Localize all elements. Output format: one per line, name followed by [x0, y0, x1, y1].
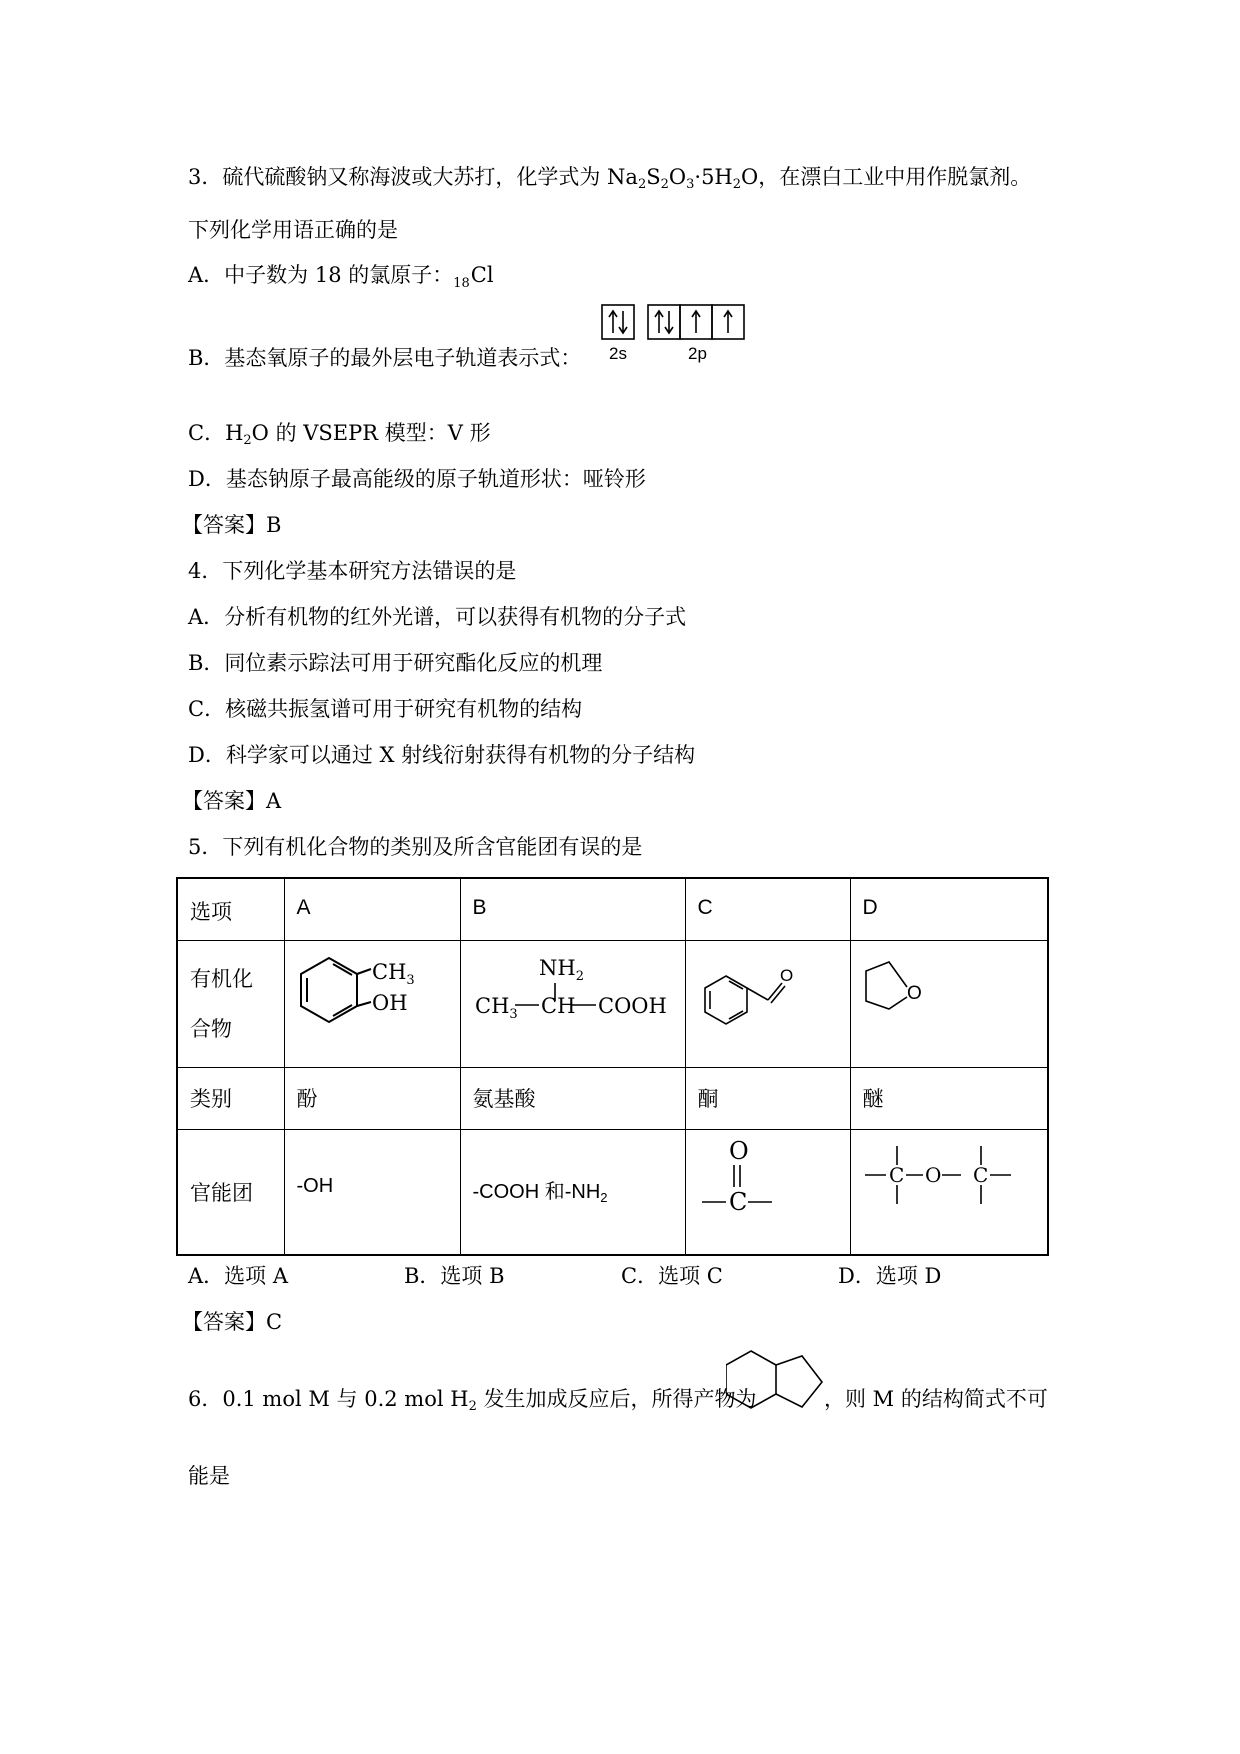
table-cell: -COOH 和$-NH_2$	[460, 1129, 685, 1255]
table-cell: A	[284, 878, 460, 940]
table-cell: 酮	[685, 1067, 850, 1129]
table-row	[177, 1129, 1048, 1255]
q3-stem-line1: 3．硫代硫酸钠又称海波或大苏打，化学式为 $Na_2S_2O_3\cdot 5H_2O$，在漂白工业中用作脱氯剂。	[188, 165, 1032, 192]
structure-benzaldehyde	[686, 941, 851, 1068]
q5-option-a: A．选项 A	[188, 1264, 289, 1288]
structure-tetrahydrofuran	[851, 941, 1049, 1068]
q3-option-d: D．基态钠原子最高能级的原子轨道形状：哑铃形	[188, 467, 646, 491]
ch3-label: $CH_3$	[474, 993, 518, 1022]
oh-label: OH	[371, 990, 408, 1015]
carbonyl-o-label: O	[728, 1136, 749, 1165]
nh2-label: $NH_2$	[538, 955, 584, 984]
q4-option-d: D．科学家可以通过 X 射线衍射获得有机物的分子结构	[188, 743, 696, 767]
orbital-2s-label: 2s	[609, 344, 627, 363]
q6-stem-line1: 6．0.1 mol M 与 0.2 mol $H_2$ 发生加成反应后，所得产物为	[188, 1387, 757, 1414]
structure-o-cresol	[285, 941, 461, 1068]
table-cell: -OH	[284, 1129, 460, 1255]
q6-stem-line1-end: ，则 M 的结构简式不可	[824, 1387, 1048, 1411]
q4-option-b: B．同位素示踪法可用于研究酯化反应的机理	[188, 651, 603, 675]
structure-alanine	[461, 941, 686, 1068]
table-cell: 酚	[284, 1067, 460, 1129]
q5-option-d: D．选项 D	[838, 1264, 942, 1288]
q3-stem-line2: 下列化学用语正确的是	[188, 218, 398, 242]
ether-c-label: C	[972, 1162, 988, 1187]
table-cell: D	[850, 878, 1048, 940]
ch3-label: $CH_3$	[371, 959, 415, 988]
ch-label: CH	[540, 993, 575, 1018]
table-cell	[685, 1129, 850, 1255]
table-cell: 氨基酸	[460, 1067, 685, 1129]
table-cell: 类别	[177, 1067, 284, 1129]
q4-answer: 【答案】A	[182, 789, 282, 813]
table-cell: 有机化 合物	[177, 940, 284, 1067]
table-cell: 官能团	[177, 1129, 284, 1255]
table-cell	[850, 940, 1048, 1067]
ether-o-label: O	[924, 1162, 941, 1187]
cooh-label: COOH	[597, 993, 667, 1018]
ether-c-label: C	[888, 1162, 904, 1187]
ether-o-label: O	[906, 982, 922, 1004]
q4-stem: 4．下列化学基本研究方法错误的是	[188, 559, 517, 583]
q4-option-a: A．分析有机物的红外光谱，可以获得有机物的分子式	[188, 605, 687, 629]
q3-option-c: C．$H_2O$ 的 VSEPR 模型：V 形	[188, 421, 491, 448]
q5-table	[176, 877, 1049, 1256]
orbital-2p-label: 2p	[688, 344, 707, 363]
orbital-diagram	[600, 303, 760, 367]
q3-option-b: B．基态氧原子的最外层电子轨道表示式：	[188, 346, 582, 370]
q5-option-c: C．选项 C	[621, 1264, 723, 1288]
table-cell: C	[685, 878, 850, 940]
table-cell: 选项	[177, 878, 284, 940]
table-cell	[284, 940, 460, 1067]
table-cell: B	[460, 878, 685, 940]
q6-stem-line2: 能是	[188, 1464, 230, 1488]
q4-option-c: C．核磁共振氢谱可用于研究有机物的结构	[188, 697, 583, 721]
table-row	[177, 878, 1048, 940]
hydrindane-structure	[726, 1347, 830, 1419]
table-row	[177, 1067, 1048, 1129]
q5-answer: 【答案】C	[182, 1310, 283, 1334]
q3-answer: 【答案】B	[182, 513, 282, 537]
q5-stem: 5．下列有机化合物的类别及所含官能团有误的是	[188, 835, 643, 859]
table-cell: 醚	[850, 1067, 1048, 1129]
q5-option-b: B．选项 B	[404, 1264, 505, 1288]
carbonyl-group	[686, 1130, 851, 1256]
table-row	[177, 940, 1048, 1067]
q3-option-a: A．中子数为 18 的氯原子：$_{18}$Cl	[188, 263, 494, 291]
carbonyl-c-label: C	[728, 1187, 747, 1216]
table-cell	[850, 1129, 1048, 1255]
table-cell	[460, 940, 685, 1067]
ether-group	[851, 1130, 1049, 1256]
aldehyde-o-label: O	[779, 965, 793, 985]
table-cell	[685, 940, 850, 1067]
